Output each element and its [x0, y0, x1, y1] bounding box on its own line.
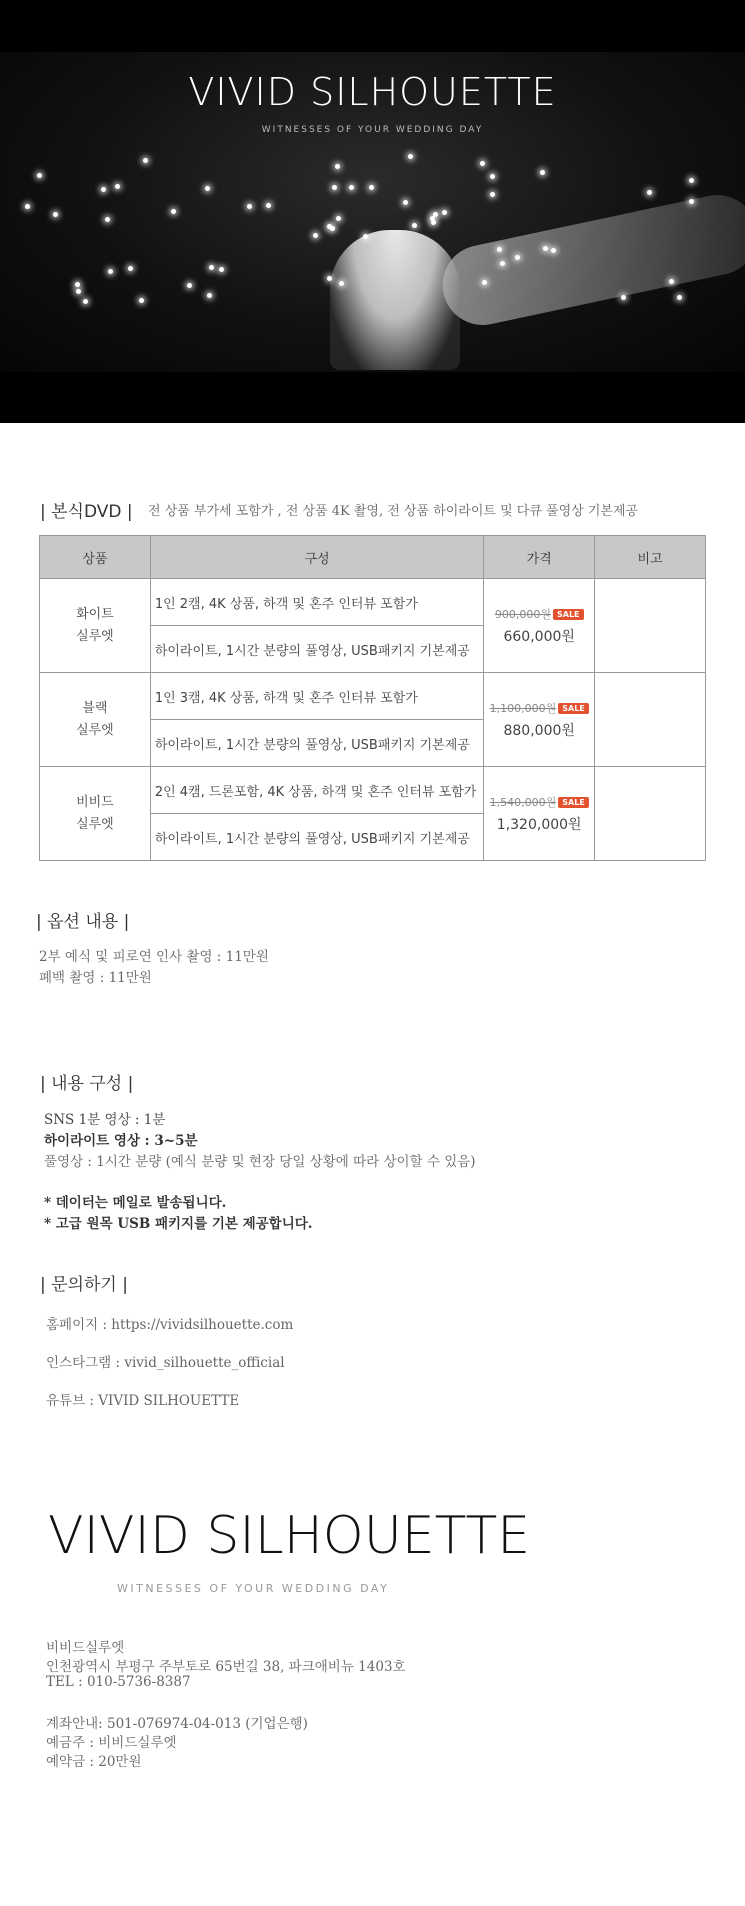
- phone-light: [209, 265, 214, 270]
- phone-light: [335, 164, 340, 169]
- phone-light: [621, 295, 626, 300]
- phone-light: [408, 154, 413, 159]
- phone-light: [543, 246, 548, 251]
- phone-light: [442, 210, 447, 215]
- phone-light: [219, 267, 224, 272]
- account-holder: 예금주 : 비비드실루엣: [46, 1735, 177, 1751]
- phone-light: [669, 279, 674, 284]
- spec-line: 하이라이트, 1시간 분량의 풀영상, USB패키지 기본제공: [150, 626, 483, 673]
- table-header-row: [40, 536, 706, 579]
- price-cell: [484, 579, 595, 673]
- content-line: SNS 1분 영상 : 1분: [44, 1112, 166, 1128]
- phone-light: [53, 212, 58, 217]
- product-name: 비비드 실루엣: [40, 767, 151, 861]
- phone-light: [83, 299, 88, 304]
- dress-shape: [330, 230, 460, 370]
- spec-line: 1인 3캠, 4K 상품, 하객 및 혼주 인터뷰 포함가: [150, 673, 483, 720]
- header-note: 비고: [595, 536, 706, 579]
- phone-light: [37, 173, 42, 178]
- phone-light: [171, 209, 176, 214]
- phone-light: [480, 161, 485, 166]
- old-price: 900,000원 SALE: [485, 606, 593, 622]
- phone-light: [363, 234, 368, 239]
- old-price: 1,540,000원 SALE: [485, 794, 593, 810]
- instagram-link[interactable]: 인스타그램 : vivid_silhouette_official: [46, 1355, 285, 1371]
- footer-tagline: WITNESSES OF YOUR WEDDING DAY: [117, 1582, 390, 1595]
- phone-light: [336, 216, 341, 221]
- spec-line: 1인 2캠, 4K 상품, 하객 및 혼주 인터뷰 포함가: [150, 579, 483, 626]
- spec-line: 하이라이트, 1시간 분량의 풀영상, USB패키지 기본제공: [150, 720, 483, 767]
- phone-light: [332, 185, 337, 190]
- phone-light: [497, 247, 502, 252]
- phone-light: [25, 204, 30, 209]
- phone-light: [327, 224, 332, 229]
- company-address: 인천광역시 부평구 주부토로 65번길 38, 파크애비뉴 1403호: [46, 1659, 406, 1675]
- table-row: [40, 579, 706, 626]
- remark-cell: [595, 579, 706, 673]
- phone-light: [313, 233, 318, 238]
- product-name: 블랙 실루엣: [40, 673, 151, 767]
- phone-light: [139, 298, 144, 303]
- remark-cell: [595, 673, 706, 767]
- phone-light: [490, 192, 495, 197]
- phone-light: [105, 217, 110, 222]
- footer-logo: VIVID SILHOUETTE: [48, 1506, 531, 1566]
- phone-light: [143, 158, 148, 163]
- phone-light: [128, 266, 133, 271]
- sale-price: 880,000원: [503, 722, 575, 739]
- table-row: [40, 767, 706, 814]
- content-note: * 고급 원목 USB 패키지를 기본 제공합니다.: [44, 1216, 313, 1232]
- old-price: 1,100,000원 SALE: [485, 700, 593, 716]
- option-line: 2부 예식 및 피로연 인사 촬영 : 11만원: [39, 949, 269, 965]
- phone-light: [500, 261, 505, 266]
- phone-light: [647, 190, 652, 195]
- phone-light: [349, 185, 354, 190]
- hero-tagline: WITNESSES OF YOUR WEDDING DAY: [261, 125, 484, 135]
- table-row: [40, 673, 706, 720]
- phone-light: [551, 248, 556, 253]
- sale-price: 660,000원: [503, 628, 575, 645]
- sale-badge: SALE: [558, 797, 589, 808]
- phone-light: [412, 223, 417, 228]
- hero-banner: [0, 0, 745, 423]
- phone-light: [327, 276, 332, 281]
- dvd-section-title: | 본식DVD |: [40, 502, 133, 522]
- price-cell: [484, 673, 595, 767]
- phone-light: [266, 203, 271, 208]
- phone-light: [207, 293, 212, 298]
- option-line: 폐백 촬영 : 11만원: [39, 970, 152, 986]
- sale-badge: SALE: [558, 703, 589, 714]
- header-product: 상품: [40, 536, 151, 579]
- phone-light: [76, 289, 81, 294]
- phone-light: [369, 185, 374, 190]
- spec-line: 2인 4캠, 드론포함, 4K 상품, 하객 및 혼주 인터뷰 포함가: [150, 767, 483, 814]
- price-cell: [484, 767, 595, 861]
- youtube-link[interactable]: 유튜브 : VIVID SILHOUETTE: [46, 1393, 240, 1409]
- inquiry-section-title: | 문의하기 |: [40, 1275, 128, 1295]
- header-price: 가격: [484, 536, 595, 579]
- account-info: 계좌안내: 501-076974-04-013 (기업은행): [46, 1716, 308, 1732]
- phone-light: [187, 283, 192, 288]
- phone-light: [490, 174, 495, 179]
- header-spec: 구성: [150, 536, 483, 579]
- content-line: 풀영상 : 1시간 분량 (예식 분량 및 현장 당일 상황에 따라 상이할 수 있음): [44, 1154, 476, 1170]
- phone-light: [431, 220, 436, 225]
- homepage-link[interactable]: 홈페이지 : https://vividsilhouette.com: [46, 1317, 294, 1333]
- content-line: 하이라이트 영상 : 3~5분: [44, 1133, 198, 1149]
- phone-light: [101, 187, 106, 192]
- phone-light: [403, 200, 408, 205]
- remark-cell: [595, 767, 706, 861]
- phone-light: [115, 184, 120, 189]
- phone-light: [247, 204, 252, 209]
- price-table: [39, 535, 706, 861]
- phone-light: [677, 295, 682, 300]
- phone-light: [540, 170, 545, 175]
- hero-logo: VIVID SILHOUETTE: [188, 70, 557, 114]
- phone-light: [482, 280, 487, 285]
- phone-light: [515, 255, 520, 260]
- dvd-section-note: 전 상품 부가세 포함가 , 전 상품 4K 촬영, 전 상품 하이라이트 및 다큐 풀영상 기본제공: [148, 504, 639, 519]
- phone-light: [339, 281, 344, 286]
- options-section-title: | 옵션 내용 |: [36, 912, 130, 932]
- spec-line: 하이라이트, 1시간 분량의 풀영상, USB패키지 기본제공: [150, 814, 483, 861]
- contents-section-title: | 내용 구성 |: [40, 1074, 134, 1094]
- phone-light: [689, 199, 694, 204]
- phone-light: [689, 178, 694, 183]
- product-name: 화이트 실루엣: [40, 579, 151, 673]
- company-tel: TEL : 010-5736-8387: [46, 1674, 191, 1690]
- phone-light: [75, 282, 80, 287]
- sale-price: 1,320,000원: [496, 816, 582, 833]
- phone-light: [205, 186, 210, 191]
- company-name: 비비드실루엣: [46, 1640, 125, 1656]
- deposit-info: 예약금 : 20만원: [46, 1754, 142, 1770]
- sale-badge: SALE: [553, 609, 584, 620]
- phone-light: [108, 269, 113, 274]
- content-note: * 데이터는 메일로 발송됩니다.: [44, 1195, 227, 1211]
